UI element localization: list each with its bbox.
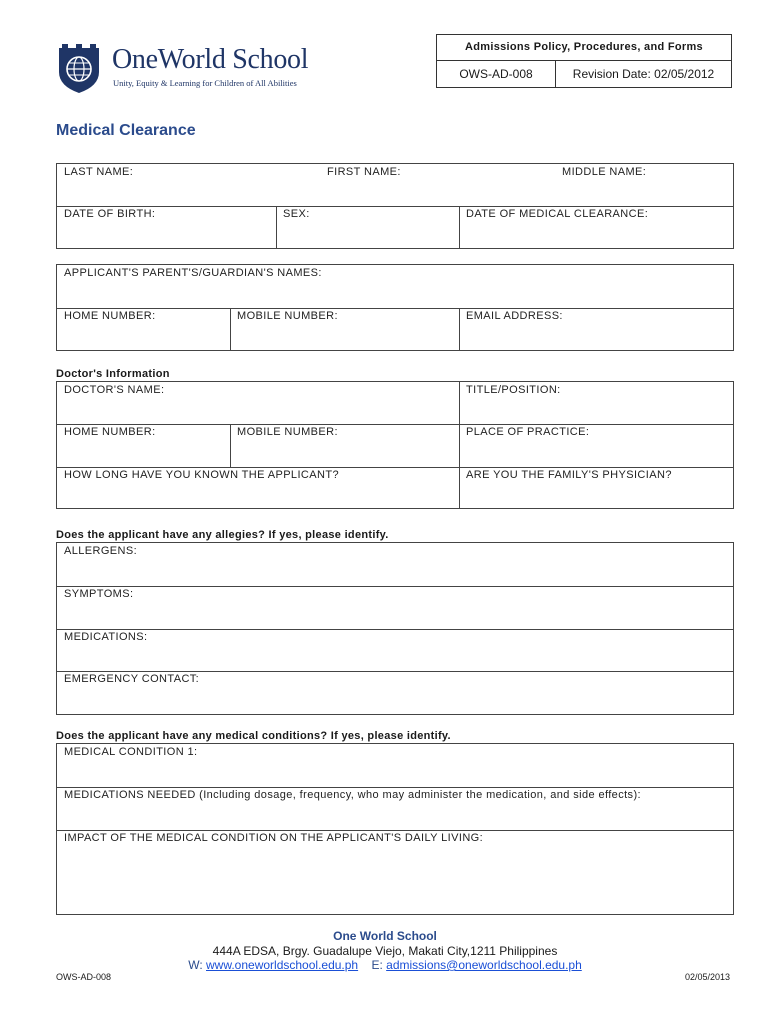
policy-title: Admissions Policy, Procedures, and Forms xyxy=(437,35,731,61)
guardian-mobile-number-field[interactable]: MOBILE NUMBER: xyxy=(237,310,338,322)
doctor-mobile-number-field[interactable]: MOBILE NUMBER: xyxy=(237,426,338,438)
medications-needed-field[interactable]: MEDICATIONS NEEDED (Including dosage, frequency, who may administer the medication, and side effects): xyxy=(64,789,641,801)
document-code: OWS-AD-008 xyxy=(437,61,556,87)
middle-name-field[interactable]: MIDDLE NAME: xyxy=(562,166,647,178)
family-physician-field[interactable]: ARE YOU THE FAMILY'S PHYSICIAN? xyxy=(466,469,672,481)
symptoms-field[interactable]: SYMPTOMS: xyxy=(64,588,134,600)
email-label: E: xyxy=(371,958,383,972)
web-label: W: xyxy=(188,958,203,972)
crest-icon xyxy=(56,42,102,94)
doctor-name-field[interactable]: DOCTOR'S NAME: xyxy=(64,384,165,396)
guardian-names-field[interactable]: APPLICANT'S PARENT'S/GUARDIAN'S NAMES: xyxy=(64,267,322,279)
doctor-title-field[interactable]: TITLE/POSITION: xyxy=(466,384,561,396)
policy-box xyxy=(436,34,732,88)
applicant-table xyxy=(56,163,734,249)
conditions-section-label: Does the applicant have any medical conditions? If yes, please identify. xyxy=(56,730,451,742)
first-name-field[interactable]: FIRST NAME: xyxy=(327,166,401,178)
guardian-table xyxy=(56,264,734,351)
doctor-section-label: Doctor's Information xyxy=(56,368,170,380)
website-link[interactable]: www.oneworldschool.edu.ph xyxy=(206,958,359,972)
revision-date: Revision Date: 02/05/2012 xyxy=(572,67,715,81)
condition-impact-field[interactable]: IMPACT OF THE MEDICAL CONDITION ON THE APPLICANT'S DAILY LIVING: xyxy=(64,832,484,844)
email-link[interactable]: admissions@oneworldschool.edu.ph xyxy=(386,958,582,972)
doctor-home-number-field[interactable]: HOME NUMBER: xyxy=(64,426,156,438)
medical-condition-field[interactable]: MEDICAL CONDITION 1: xyxy=(64,746,198,758)
last-name-field[interactable]: LAST NAME: xyxy=(64,166,134,178)
logo-tagline: Unity, Equity & Learning for Children of All Abilities xyxy=(113,78,297,88)
place-of-practice-field[interactable]: PLACE OF PRACTICE: xyxy=(466,426,590,438)
doctor-table xyxy=(56,381,734,509)
allergens-field[interactable]: ALLERGENS: xyxy=(64,545,138,557)
footer-address: 444A EDSA, Brgy. Guadalupe Viejo, Makati City,1211 Philippines xyxy=(212,944,558,958)
sex-field[interactable]: SEX: xyxy=(283,208,310,220)
footer-date: 02/05/2013 xyxy=(684,972,730,982)
conditions-table xyxy=(56,743,734,915)
date-of-birth-field[interactable]: DATE OF BIRTH: xyxy=(64,208,156,220)
known-applicant-field[interactable]: HOW LONG HAVE YOU KNOWN THE APPLICANT? xyxy=(64,469,339,481)
school-logo xyxy=(56,42,346,94)
footer-school-name: One World School xyxy=(333,929,437,943)
logo-name: OneWorld School xyxy=(112,44,309,75)
footer-doc-code: OWS-AD-008 xyxy=(56,972,112,982)
allergies-table xyxy=(56,542,734,715)
page-title: Medical Clearance xyxy=(56,122,196,139)
guardian-email-field[interactable]: EMAIL ADDRESS: xyxy=(466,310,563,322)
emergency-contact-field[interactable]: EMERGENCY CONTACT: xyxy=(64,673,200,685)
clearance-date-field[interactable]: DATE OF MEDICAL CLEARANCE: xyxy=(466,208,649,220)
medications-field[interactable]: MEDICATIONS: xyxy=(64,631,148,643)
footer-contacts xyxy=(0,958,770,972)
guardian-home-number-field[interactable]: HOME NUMBER: xyxy=(64,310,156,322)
allergies-section-label: Does the applicant have any allegies? If yes, please identify. xyxy=(56,529,389,541)
